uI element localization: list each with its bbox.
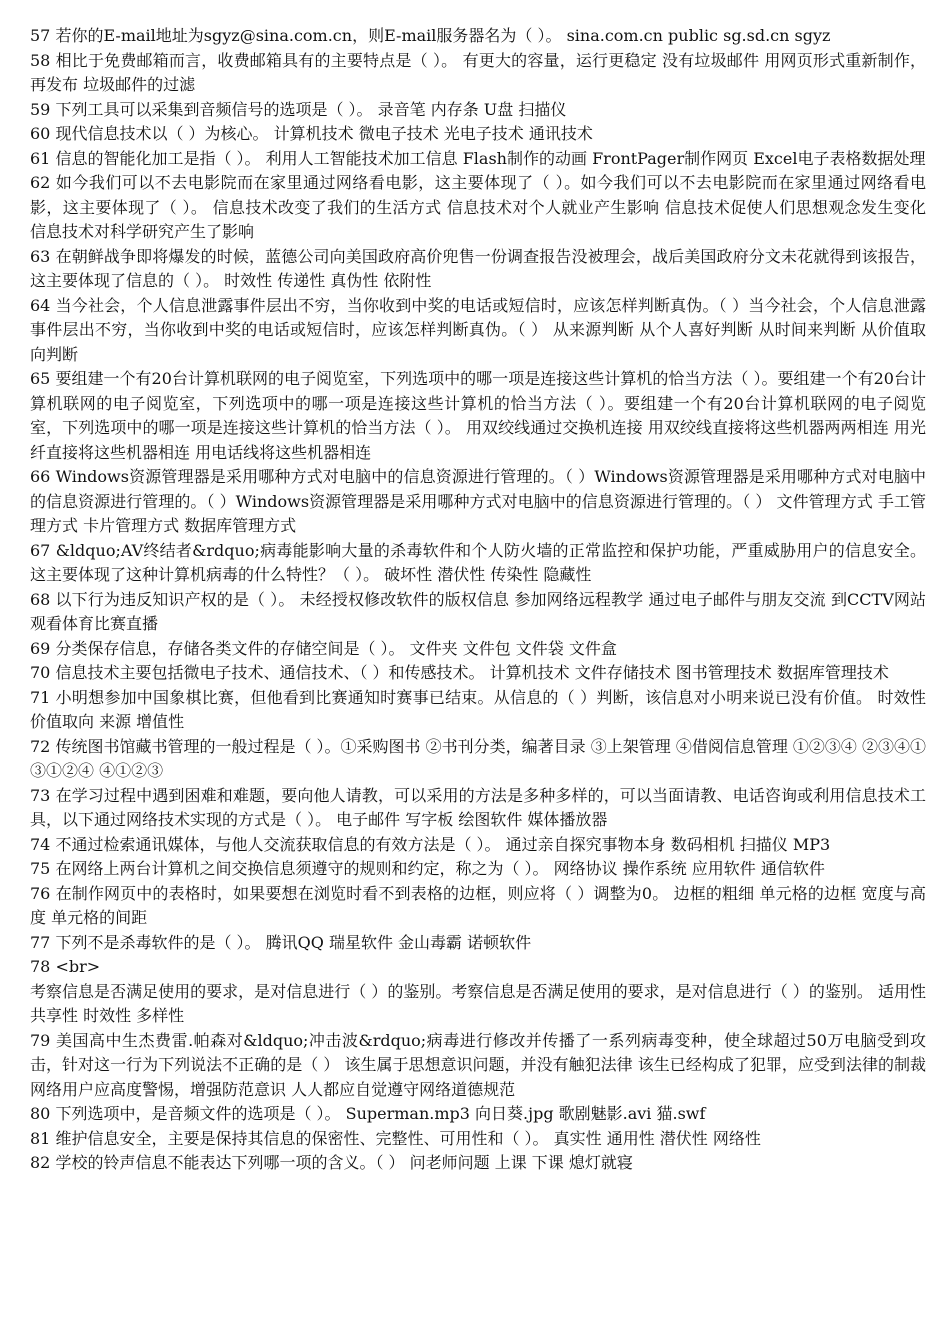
question-58: 58 相比于免费邮箱而言，收费邮箱具有的主要特点是（ ）。 有更大的容量，运行更稳定 没有垃圾邮件 用网页形式重新制作，再发布 垃圾邮件的过滤 bbox=[30, 50, 926, 94]
question-59: 59 下列工具可以采集到音频信号的选项是（ ）。 录音笔 内存条 U盘 扫描仪 bbox=[30, 99, 567, 119]
question-68: 68 以下行为违反知识产权的是（ ）。 未经授权修改软件的版权信息 参加网络远程教学 通过电子邮件与朋友交流 到CCTV网站观看体育比赛直播 bbox=[30, 589, 926, 633]
question-77: 77 下列不是杀毒软件的是（ ）。 腾讯QQ 瑞星软件 金山毒霸 诺顿软件 bbox=[30, 932, 532, 952]
question-57: 57 若你的E-mail地址为sgyz@sina.com.cn，则E-mail服务器名为（ ）。 sina.com.cn public sg.sd.cn sgyz bbox=[30, 26, 831, 45]
question-80: 80 下列选项中，是音频文件的选项是（ ）。 Superman.mp3 向日葵.jpg 歌剧魅影.avi 猫.swf bbox=[30, 1104, 706, 1123]
question-71: 71 小明想参加中国象棋比赛，但他看到比赛通知时赛事已结束。从信息的（ ）判断，该信息对小明来说已没有价值。 时效性 价值取向 来源 增值性 bbox=[30, 687, 926, 731]
question-62: 62 如今我们可以不去电影院而在家里通过网络看电影，这主要体现了（ ）。如今我们可以不去电影院而在家里通过网络看电影，这主要体现了（ ）。 信息技术改变了我们的生活方式 信息技术对个人就业产生影响 信息技术促使人们思想观念发生变化 信息技术对科学研究产生了影响 bbox=[30, 173, 926, 241]
question-74: 74 不通过检索通讯媒体，与他人交流获取信息的有效方法是（ ）。 通过亲自探究事物本身 数码相机 扫描仪 MP3 bbox=[30, 834, 831, 854]
question-69: 69 分类保存信息，存储各类文件的存储空间是（ ）。 文件夹 文件包 文件袋 文件盒 bbox=[30, 638, 617, 658]
question-81: 81 维护信息安全，主要是保持其信息的保密性、完整性、可用性和（ ）。 真实性 通用性 潜伏性 网络性 bbox=[30, 1128, 761, 1148]
question-65: 65 要组建一个有20台计算机联网的电子阅览室，下列选项中的哪一项是连接这些计算机的恰当方法（ ）。要组建一个有20台计算机联网的电子阅览室，下列选项中的哪一项是连接这些计算机的恰当方法（ ）。要组建一个有20台计算机联网的电子阅览室，下列选项中的哪一项是连接这些计算机的恰当方法（ ）。 用双绞线通过交换机连接 用双绞线直接将这些机器两两相连 用光纤直接将这些机器相连 用电话线将这些机器相连 bbox=[30, 369, 926, 462]
question-60: 60 现代信息技术以（ ）为核心。 计算机技术 微电子技术 光电子技术 通讯技术 bbox=[30, 124, 593, 143]
question-72: 72 传统图书馆藏书管理的一般过程是（ ）。①采购图书 ②书刊分类，编著目录 ③上架管理 ④借阅信息管理 ①②③④ ②③④① ③①②④ ④①②③ bbox=[30, 736, 926, 780]
question-64: 64 当今社会，个人信息泄露事件层出不穷，当你收到中奖的电话或短信时，应该怎样判断真伪。（ ）当今社会，个人信息泄露事件层出不穷，当你收到中奖的电话或短信时，应该怎样判断真伪。（ ） 从来源判断 从个人喜好判断 从时间来判断 从价值取向判断 bbox=[30, 295, 926, 364]
question-75: 75 在网络上两台计算机之间交换信息须遵守的规则和约定，称之为（ ）。 网络协议 操作系统 应用软件 通信软件 bbox=[30, 859, 825, 878]
question-76: 76 在制作网页中的表格时，如果要想在浏览时看不到表格的边框，则应将（ ）调整为0。 边框的粗细 单元格的边框 宽度与高度 单元格的间距 bbox=[30, 883, 926, 927]
question-63: 63 在朝鲜战争即将爆发的时候，蓝德公司向美国政府高价兜售一份调查报告没被理会，战后美国政府分文未花就得到该报告，这主要体现了信息的（ ）。 时效性 传递性 真伪性 依附性 bbox=[30, 246, 926, 290]
question-66: 66 Windows资源管理器是采用哪种方式对电脑中的信息资源进行管理的。（ ）Windows资源管理器是采用哪种方式对电脑中的信息资源进行管理的。（ ）Windows资源管理器是采用哪种方式对电脑中的信息资源进行管理的。（ ） 文件管理方式 手工管理方式 卡片管理方式 数据库管理方式 bbox=[30, 467, 926, 535]
question-67: 67 &ldquo;AV终结者&rdquo;病毒能影响大量的杀毒软件和个人防火墙的正常监控和保护功能，严重威胁用户的信息安全。这主要体现了这种计算机病毒的什么特性？（ ）。 破坏性 潜伏性 传染性 隐藏性 bbox=[30, 540, 926, 584]
question-70: 70 信息技术主要包括微电子技术、通信技术、（ ）和传感技术。 计算机技术 文件存储技术 图书管理技术 数据库管理技术 bbox=[30, 663, 889, 682]
question-78: 考察信息是否满足使用的要求，是对信息进行（ ）的鉴别。考察信息是否满足使用的要求，是对信息进行（ ）的鉴别。 适用性 共享性 时效性 多样性 bbox=[30, 981, 926, 1025]
question-79: 79 美国高中生杰费雷.帕森对&ldquo;冲击波&rdquo;病毒进行修改并传播了一系列病毒变种，使全球超过50万电脑受到攻击，针对这一行为下列说法不正确的是（ ） 该生属于思想意识问题，并没有触犯法律 该生已经构成了犯罪，应受到法律的制裁 网络用户应高度警惕，增强防范意识 人人都应自觉遵守网络道德规范 bbox=[30, 1030, 926, 1099]
question-61: 61 信息的智能化加工是指（ ）。 利用人工智能技术加工信息 Flash制作的动画 FrontPager制作网页 Excel电子表格数据处理 bbox=[30, 148, 926, 168]
question-82: 82 学校的铃声信息不能表达下列哪一项的含义。（ ） 问老师问题 上课 下课 熄灯就寝 bbox=[30, 1153, 633, 1172]
question-78-number: 78 <br> bbox=[30, 957, 101, 976]
question-73: 73 在学习过程中遇到困难和难题，要向他人请教，可以采用的方法是多种多样的，可以当面请教、电话咨询或利用信息技术工具，以下通过网络技术实现的方式是（ ）。 电子邮件 写字板 绘图软件 媒体播放器 bbox=[30, 785, 926, 829]
